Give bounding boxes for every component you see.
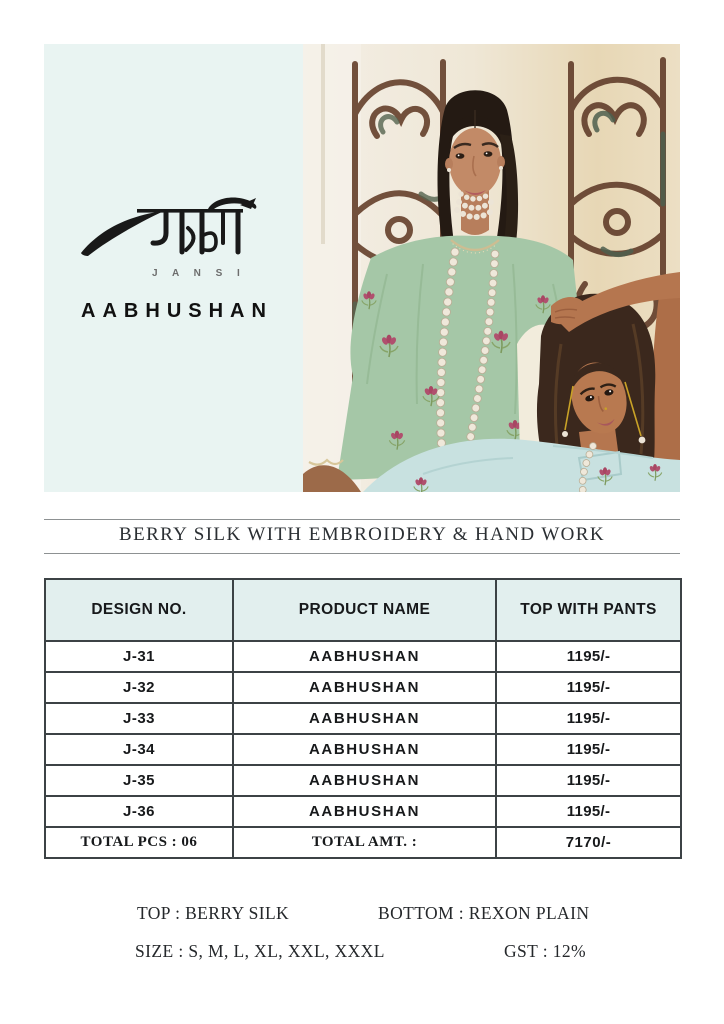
design-no: J-34	[45, 734, 233, 765]
price: 1195/-	[496, 765, 681, 796]
table-row	[45, 796, 681, 827]
section-heading: BERRY SILK WITH EMBROIDERY & HAND WORK	[119, 524, 605, 545]
jansi-logo	[80, 196, 260, 278]
total-amt-label: TOTAL AMT. :	[233, 827, 496, 858]
table-row	[45, 734, 681, 765]
heading-rule-top	[44, 519, 680, 520]
price: 1195/-	[496, 734, 681, 765]
product-name: AABHUSHAN	[233, 703, 496, 734]
product-name: AABHUSHAN	[233, 734, 496, 765]
table-total-row	[45, 827, 681, 858]
heading-rule-bottom	[44, 553, 680, 554]
product-name: AABHUSHAN	[233, 765, 496, 796]
total-pcs: TOTAL PCS : 06	[45, 827, 233, 858]
brand-name: AABHUSHAN	[81, 300, 273, 322]
table-row	[45, 672, 681, 703]
jansi-script-icon	[80, 196, 260, 278]
detail-sizes: SIZE : S, M, L, XL, XXL, XXXL	[135, 941, 385, 961]
table-row	[45, 641, 681, 672]
design-no: J-35	[45, 765, 233, 796]
models-illustration-icon	[303, 44, 680, 492]
detail-gst: GST : 12%	[504, 941, 587, 961]
table-header-row	[45, 579, 681, 641]
product-name: AABHUSHAN	[233, 641, 496, 672]
design-no: J-36	[45, 796, 233, 827]
column-header-product-name: PRODUCT NAME	[233, 579, 496, 641]
total-amt: 7170/-	[496, 827, 681, 858]
design-no: J-32	[45, 672, 233, 703]
product-name: AABHUSHAN	[233, 796, 496, 827]
column-header-top-with-pants: TOP WITH PANTS	[496, 579, 681, 641]
detail-bottom-fabric: BOTTOM : REXON PLAIN	[378, 903, 590, 923]
price: 1195/-	[496, 796, 681, 827]
detail-top-fabric: TOP : BERRY SILK	[137, 903, 290, 923]
design-no: J-33	[45, 703, 233, 734]
price-table	[44, 578, 682, 859]
jansi-wordmark: J A N S I	[152, 268, 246, 279]
brand-panel	[44, 44, 303, 492]
design-no: J-31	[45, 641, 233, 672]
price: 1195/-	[496, 703, 681, 734]
product-name: AABHUSHAN	[233, 672, 496, 703]
product-photo	[303, 44, 680, 492]
table-row	[45, 765, 681, 796]
price: 1195/-	[496, 641, 681, 672]
column-header-design-no: DESIGN NO.	[45, 579, 233, 641]
price: 1195/-	[496, 672, 681, 703]
table-row	[45, 703, 681, 734]
